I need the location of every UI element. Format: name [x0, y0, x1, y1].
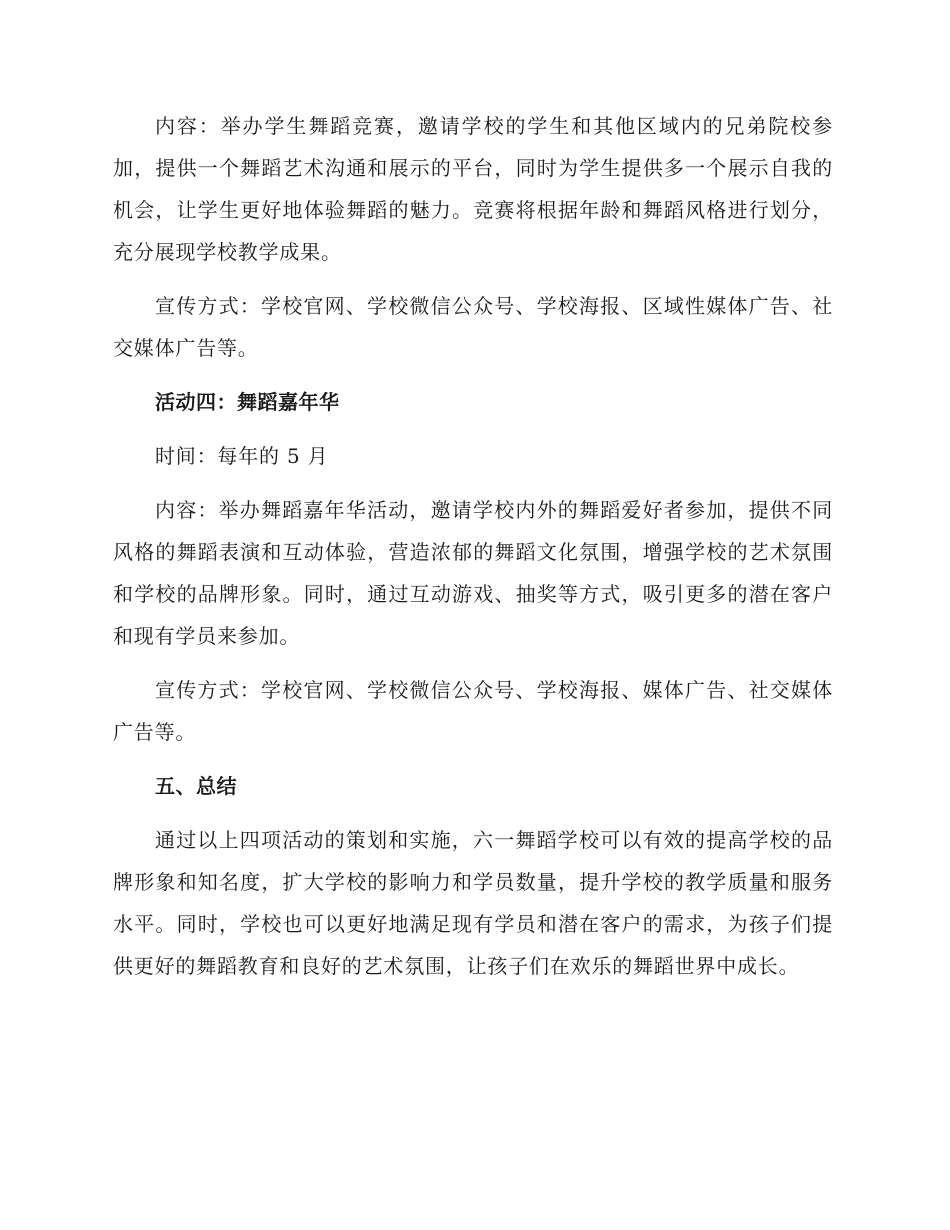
heading-activity-four: 活动四：舞蹈嘉年华 [155, 390, 340, 414]
paragraph-competition-content: 内容：举办学生舞蹈竞赛，邀请学校的学生和其他区域内的兄弟院校参加，提供一个舞蹈艺术沟通和展示的平台，同时为学生提供多一个展示自我的机会，让学生更好地体验舞蹈的魅力。竞赛将根据年龄和舞蹈风格进行划分，充分展现学校教学成果。 [113, 114, 833, 264]
paragraph-carnival-content: 内容：举办舞蹈嘉年华活动，邀请学校内外的舞蹈爱好者参加，提供不同风格的舞蹈表演和互动体验，营造浓郁的舞蹈文化氛围，增强学校的艺术氛围和学校的品牌形象。同时，通过互动游戏、抽奖等方式，吸引更多的潜在客户和现有学员来参加。 [113, 498, 833, 648]
paragraph-carnival-time: 时间：每年的 5 月 [155, 444, 329, 468]
paragraph-carnival-promotion: 宣传方式：学校官网、学校微信公众号、学校海报、媒体广告、社交媒体广告等。 [113, 678, 833, 744]
heading-summary: 五、总结 [155, 774, 237, 798]
document-page [113, 105, 833, 987]
paragraph-competition-promotion: 宣传方式：学校官网、学校微信公众号、学校海报、区域性媒体广告、社交媒体广告等。 [113, 294, 833, 360]
paragraph-summary: 通过以上四项活动的策划和实施，六一舞蹈学校可以有效的提高学校的品牌形象和知名度，扩大学校的影响力和学员数量，提升学校的教学质量和服务水平。同时，学校也可以更好地满足现有学员和潜在客户的需求，为孩子们提供更好的舞蹈教育和良好的艺术氛围，让孩子们在欢乐的舞蹈世界中成长。 [113, 828, 833, 978]
